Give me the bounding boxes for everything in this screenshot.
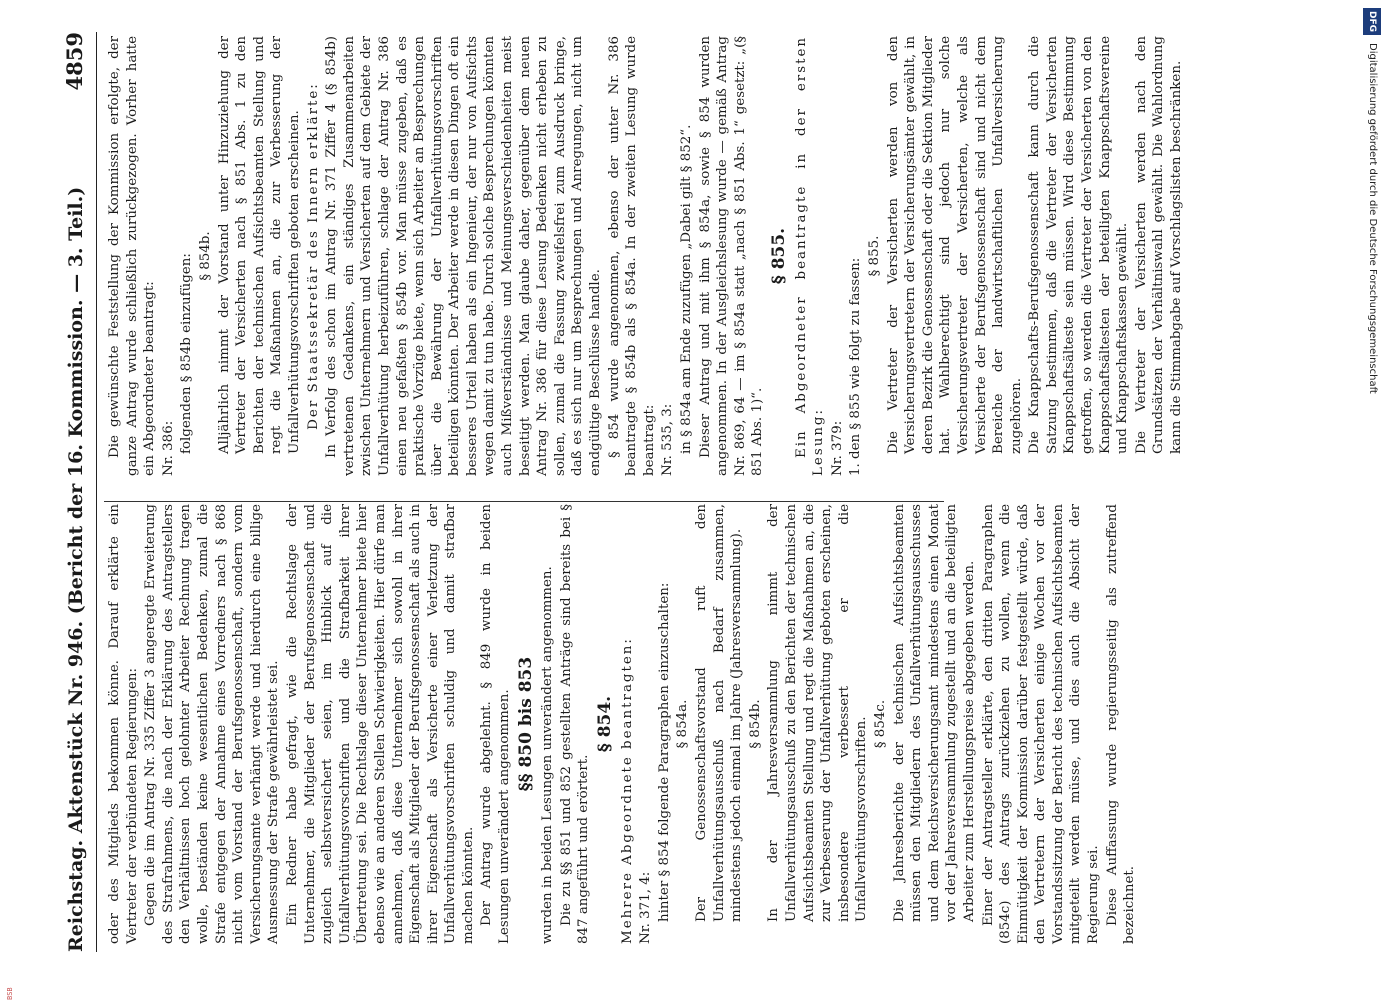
motion-number: Nr. 371, 4: [638, 871, 654, 944]
paragraph: in § 854a am Ende zuzufügen „Dabei gilt § 852“. [679, 124, 694, 454]
paragraph: Ein Abgeordneter beantragte in der ersten Lesung: [793, 36, 827, 476]
paragraph-number: § 854b. [747, 699, 763, 749]
paragraph-number: § 854c. [872, 699, 888, 749]
paragraph: Die Vertreter der Versicherten werden von den Versicherungsvertretern der Versicherungsämter gewählt, in deren Bezirk die Genossenschaft oder die Sektion Mitglieder hat. Wahlberechtigt sind jedoch nur solche Versicherungsvertreter der Versicherten, welche als Versicherte der Berufsgenossenschaft sind und nicht dem Bereiche der landwirtschaftlichen Unfallversicherung zugehören. [885, 36, 1024, 454]
dfg-logo: DFG [1363, 8, 1381, 35]
paragraph: Alljährlich nimmt der Vorstand unter Hinzuziehung der Vertreter der Versicherten nach § 851 Abs. 1 zu den Berichten der technischen Aufsichtsbeamten Stellung und regt die Maßnahmen an, die zur Verbesserung der Unfallverhütungsvorschriften geboten erscheinen. [216, 36, 302, 454]
motion-number: Nr. 386: [160, 420, 176, 476]
section-heading: § 854. [595, 695, 616, 753]
paragraph: § 854 wurde angenommen, ebenso der unter Nr. 386 beantragte § 854b als § 854a. In der zweiten Lesung wurde beantragt: [606, 36, 657, 476]
digitization-note [1363, 8, 1381, 998]
digitization-text: Digitalisierung gefördert durch die Deutsche Forschungsgemeinschaft [1367, 43, 1378, 394]
paragraph: Ein Redner habe gefragt, wie die Rechtslage der Unternehmer, die Mitglieder der Berufsgenossenschaft und zugleich selbstversichert seien, im Hinblick auf die Unfallverhütungsvorschriften und die Strafbarkeit ihrer Übertretung sei. Die Rechtslage dieser Unternehmer biete hier ebenso wie an anderen Stellen Schwierigkeiten. Hier dürfe man annehmen, daß diese Unternehmer sich sowohl in ihrer Eigenschaft als Mitglieder der Berufsgenossenschaft als auch in ihrer Eigenschaft als Versicherte einer Verletzung der Unfallverhütungsvorschriften schuldig und damit strafbar machen könnten. [284, 504, 476, 944]
paragraph: Gegen die im Antrag Nr. 335 Ziffer 3 angeregte Erweiterung des Strafrahmens, die nach der Erklärung des Antragstellers den Verhältnissen hoch gelohnter Arbeiter Rechnung tragen wolle, beständen keine wesentlichen Bedenken, zumal die Strafe entgegen der Annahme eines Vorredners nach § 868 nicht vom Vorstand der Berufsgenossenschaft, sondern vom Versicherungsamte verhängt werde und hierdurch eine billige Ausmessung der Strafe gewährleistet sei. [143, 504, 282, 944]
column-divider [104, 501, 944, 502]
paragraph: hinter § 854 folgende Paragraphen einzuschalten: [656, 582, 672, 922]
page-number: 4859 [62, 32, 87, 91]
paragraph: Der Antrag wurde abgelehnt. § 849 wurde in beiden Lesungen unverändert angenommen. [479, 504, 513, 944]
paragraph-number: § 854a. [675, 699, 691, 749]
section-heading: §§ 850 bis 853 [515, 656, 536, 792]
paragraph: In der Jahresversammlung nimmt der Unfallverhütungsausschuß zu den Berichten der technischen Aufsichtsbeamten Stellung und regt die Maßnahmen an, die zur Verbesserung der Unfallverhütung geboten erscheinen, insbesondere verbessert er die Unfallverhütungsvorschriften. [766, 504, 870, 922]
paragraph: Die gewünschte Feststellung der Kommission erfolgte, der ganze Antrag wurde schließlich zurückgezogen. Vorher hatte ein Abgeordneter beantragt: [107, 36, 158, 476]
paragraph: Der Staatssekretär des Innern erklärte: [305, 82, 321, 430]
paragraph-number: § 854b. [197, 231, 213, 281]
page-code-label: BSB [6, 987, 14, 1000]
paragraph: Der Genossenschaftsvorstand ruft den Unfallverhütungsausschuß nach Bedarf zusammen, mindestens jedoch einmal im Jahre (Jahresversammlung). [694, 504, 745, 922]
paragraph: Die Jahresberichte der technischen Aufsichtsbeamten müssen den Mitgliedern des Unfallverhütungsausschusses und dem Reichsversicherungsamt mindestens einen Monat vor der Jahresversammlung zugestellt und an die beteiligten Arbeiter zum Herstellungspreise abgegeben werden. [891, 504, 977, 922]
paragraph: oder des Mitglieds bekommen könne. Darauf erklärte ein Vertreter der verbündeten Regierungen: [107, 504, 140, 944]
paragraph: Die Knappschafts-Berufsgenossenschaft kann durch die Satzung bestimmen, daß die Vertreter der Versicherten Knappschaftsälteste sein müssen. Wird diese Bestimmung getroffen, so werden die Vertreter der Versicherten von den Knappschaftsältesten der beteiligten Knappschaftsvereine und Knappschaftskassen gewählt. [1027, 36, 1131, 454]
paragraph: Die Vertreter der Versicherten werden nach den Grundsätzen der Verhältniswahl gewählt. Die Wahlordnung kann die Stimmabgabe auf Vorschlagslisten beschränken. [1133, 36, 1185, 454]
page-code [6, 976, 20, 1000]
left-column [106, 504, 1140, 944]
header-title: Reichstag. Aktenstück Nr. 946. (Bericht der 16. Kommission. — 3. Teil.) [65, 186, 87, 952]
section-heading: § 855. [768, 227, 789, 285]
paragraph-number: § 855. [866, 235, 882, 277]
paragraph: Diese Auffassung wurde regierungsseitig als zutreffend bezeichnet. [1104, 504, 1138, 944]
paragraph: folgenden § 854b einzufügen: [179, 253, 195, 454]
paragraph: 1. den § 855 wie folgt zu fassen: [848, 257, 864, 476]
paragraph: In Verfolg des schon im Antrag Nr. 371 Ziffer 4 (§ 854b) vertretenen Gedankens, ein ständiges Zusammenarbeiten zwischen Unternehmern und Versicherten auf dem Gebiete der Unfallverhütung herbeizuführen, schlage der Antrag Nr. 386 einen neu gefaßten § 854b vor. Man müsse zugeben, daß es praktische Vorzüge biete, wenn sich Arbeiter an Besprechungen über die Bewährung der Unfallverhütungsvorschriften beteiligen könnten. Der Arbeiter werde in diesen Dingen oft ein besseres Urteil haben als ein Ingenieur, der nur von Aufsichts wegen damit zu tun habe. Durch solche Besprechungen könnten auch Mißverständnisse und Meinungsverschiedenheiten meist beseitigt werden. Man glaube daher, gegenüber dem neuen Antrag Nr. 386 für diese Lesung Bedenken nicht erheben zu sollen, zumal die Fassung zweifelsfrei zum Ausdruck bringe, daß es sich nur um Besprechungen und Anregungen, nicht um endgültige Beschlüsse handle. [324, 36, 604, 476]
paragraph: Mehrere Abgeordnete beantragten: [619, 637, 635, 944]
motion-number: Nr. 379: [829, 420, 845, 476]
paragraph: Einer der Antragsteller erklärte, den dritten Paragraphen (854c) des Antrags zurückziehen zu wollen, wenn die Einmütigkeit der Kommission darüber festgestellt würde, daß den Vertretern der Versicherten einige Wochen vor der Vorstandssitzung der Bericht des technischen Aufsichtsbeamten mitgeteilt werden müsse, und dies auch die Absicht der Regierung sei. [980, 504, 1102, 944]
right-column [106, 36, 1187, 476]
page-header [62, 32, 97, 952]
paragraph: Dieser Antrag und mit ihm § 854a, sowie § 854 wurden angenommen. In der Ausgleichslesung wurde — gemäß Antrag Nr. 869, 64 — im § 854a statt „nach § 851 Abs. 1“ gesetzt: „(§ 851 Abs. 1)“. [697, 36, 766, 476]
motion-number: Nr. 535, 3: [660, 403, 676, 476]
paragraph: wurden in beiden Lesungen unverändert angenommen. [540, 566, 556, 944]
paragraph: Die zu §§ 851 und 852 gestellten Anträge sind bereits bei § 847 angeführt und erörtert. [558, 504, 592, 944]
